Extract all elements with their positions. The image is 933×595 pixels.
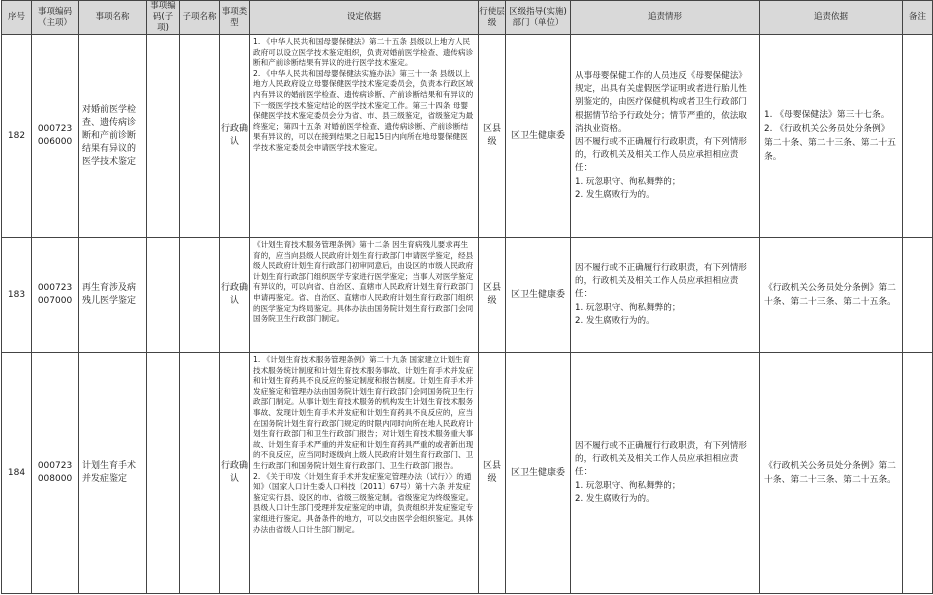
pursue-paragraph: 1. 玩忽职守、徇私舞弊的；: [575, 480, 681, 491]
pursue-paragraph: 2. 发生腐败行为的。: [575, 493, 655, 504]
pursue-paragraph: 1. 玩忽职守、徇私舞弊的；: [575, 302, 681, 313]
header-level: 行使层级: [479, 1, 506, 35]
row-pursue: [571, 353, 760, 594]
pursue-paragraph: 1. 玩忽职守、徇私舞弊的；: [575, 176, 681, 187]
code-part-a: 000723: [37, 283, 73, 293]
pursue-paragraph: 因不履行或不正确履行行政职责，有下列情形的，行政机关及相关工作人员应承担相应责任：: [575, 440, 747, 478]
row-pursue: [571, 238, 760, 353]
table-row: [2, 238, 933, 353]
row-dept: 区卫生健康委: [506, 353, 571, 594]
row-remark: [903, 35, 933, 238]
basis-paragraph: 2. 《中华人民共和国母婴保健法实施办法》第三十一条 县级以上地方人民政府设立母婴保健医学技术鉴定委员会，负责本行政区域内有异议的婚前医学检查、遗传病诊断、产前诊断结果和有异议的下一级医学技术鉴定结论的医学技术鉴定工作。第三十四条 母婴保健医学技术鉴定委员会分为省、市、县三级鉴定，省级鉴定为最终鉴定；第四十五条 对婚前医学检查、遗传病诊断、产前诊断结果有异议的，可以在接到结果之日起15日内向所在地母婴保健医学技术鉴定委员会申请医学技术鉴定。: [253, 68, 474, 152]
header-dept: 区级指导(实施)部门（单位）: [506, 1, 571, 35]
row-main-code: [32, 353, 79, 594]
row-sub-code: [147, 238, 180, 353]
row-item-name: 再生育涉及病残儿医学鉴定: [79, 238, 147, 353]
row-basis: [250, 35, 479, 238]
row-type: 行政确认: [220, 238, 250, 353]
header-pursue: 追责情形: [571, 1, 760, 35]
header-basis: 设定依据: [250, 1, 479, 35]
row-level: 区县级: [479, 353, 506, 594]
row-pursue: [571, 35, 760, 238]
row-sub-name: [180, 238, 220, 353]
row-remark: [903, 238, 933, 353]
pursue-basis-paragraph: 《行政机关公务员处分条例》第二十条、第二十三条、第二十五条。: [764, 283, 896, 307]
row-basis: [250, 353, 479, 594]
row-level: 区县级: [479, 238, 506, 353]
pursue-paragraph: 2. 发生腐败行为的。: [575, 315, 655, 326]
row-remark: [903, 353, 933, 594]
pursue-paragraph: 因不履行或不正确履行行政职责，有下列情形的，行政机关及相关工作人员应承担相应责任：: [575, 262, 747, 300]
row-main-code: [32, 238, 79, 353]
row-basis: [250, 238, 479, 353]
row-seq: 183: [2, 238, 32, 353]
code-part-b: 007000: [37, 296, 73, 306]
header-name: 事项名称: [79, 1, 147, 35]
row-type: 行政确认: [220, 35, 250, 238]
row-type: 行政确认: [220, 353, 250, 594]
row-sub-code: [147, 353, 180, 594]
pursue-paragraph: 从事母婴保健工作的人员违反《母婴保健法》规定，出具有关虚假医学证明或者进行胎儿性别鉴定的，由医疗保健机构或者卫生行政部门根据情节给予行政处分；情节严重的，依法取消执业资格。: [575, 70, 747, 134]
code-part-a: 000723: [37, 461, 73, 471]
row-item-name: 对婚前医学检查、遗传病诊断和产前诊断结果有异议的医学技术鉴定: [79, 35, 147, 238]
row-dept: 区卫生健康委: [506, 238, 571, 353]
header-type: 事项类型: [220, 1, 250, 35]
row-main-code: [32, 35, 79, 238]
row-pursue-basis: [760, 353, 903, 594]
basis-paragraph: 2. 《关于印发〈计划生育手术并发症鉴定管理办法（试行）〉的通知》（国家人口计生委人口科技〔2011〕67号）第十六条 并发症鉴定实行县、设区的市、省级三级鉴定制。省级鉴定为终级鉴定。县级人口计生部门受理并发症鉴定的申请，负责组织并发症鉴定专家组进行鉴定。具备条件的地方，可以交由医学会组织鉴定。具体办法由省级人口计生部门制定。: [253, 471, 474, 534]
table-row: [2, 353, 933, 594]
header-row: [2, 1, 933, 35]
header-sub-code: 事项编码(子项): [147, 1, 180, 35]
row-pursue-basis: [760, 35, 903, 238]
pursue-basis-paragraph: 《行政机关公务员处分条例》第二十条、第二十三条、第二十五条。: [764, 461, 896, 485]
header-main-code: 事项编码（主项）: [32, 1, 79, 35]
pursue-basis-paragraph: 2. 《行政机关公务员处分条例》第二十条、第二十三条、第二十五条。: [764, 124, 896, 162]
basis-paragraph: 1. 《中华人民共和国母婴保健法》第二十五条 县级以上地方人民政府可以设立医学技术鉴定组织，负责对婚前医学检查、遗传病诊断和产前诊断结果有异议的进行医学技术鉴定。: [253, 37, 474, 68]
row-sub-code: [147, 35, 180, 238]
header-remark: 备注: [903, 1, 933, 35]
header-seq: 序号: [2, 1, 32, 35]
code-part-a: 000723: [37, 124, 73, 134]
pursue-basis-paragraph: 1. 《母婴保健法》第三十七条。: [764, 110, 890, 120]
table-row: [2, 35, 933, 238]
pursue-paragraph: 因不履行或不正确履行行政职责，有下列情形的，行政机关及相关工作人员应承担相应责任：: [575, 137, 747, 174]
pursue-paragraph: 2. 发生腐败行为的。: [575, 189, 655, 200]
header-sub-name: 子项名称: [180, 1, 220, 35]
row-sub-name: [180, 35, 220, 238]
row-seq: 182: [2, 35, 32, 238]
row-item-name: 计划生育手术并发症鉴定: [79, 353, 147, 594]
row-seq: 184: [2, 353, 32, 594]
row-dept: 区卫生健康委: [506, 35, 571, 238]
code-part-b: 008000: [37, 474, 73, 484]
row-level: 区县级: [479, 35, 506, 238]
row-pursue-basis: [760, 238, 903, 353]
authority-table: [1, 0, 933, 594]
basis-paragraph: 1. 《计划生育技术服务管理条例》第二十九条 国家建立计划生育技术服务统计制度和计划生育技术服务事故、计划生育手术并发症和计划生育药具不良反应的鉴定制度和报告制度。计划生育手术并发症鉴定和管理办法由国务院计划生育行政部门会同国务院卫生行政部门制定。从事计划生育技术服务的机构发生计划生育技术服务事故、发现计划生育手术并发症和计划生育药具不良反应的，应当在国务院计划生育行政部门规定的时限内同时向所在地人民政府计划生育行政部门和卫生行政部门报告；对计划生育技术服务重大事故、计划生育手术严重的并发症和计划生育药具严重的或者新出现的不良反应，应当同时逐级向上级人民政府计划生育行政部门、卫生行政部门和国务院计划生育行政部门、卫生行政部门报告。: [253, 355, 474, 470]
basis-paragraph: 《计划生育技术服务管理条例》第十二条 因生育病残儿要求再生育的，应当向县级人民政府计划生育行政部门申请医学鉴定，经县级人民政府计划生育行政部门初审同意后，由设区的市级人民政府计划生育行政部门组织医学专家进行医学鉴定；当事人对医学鉴定有异议的，可以向省、自治区、直辖市人民政府计划生育行政部门申请再鉴定。省、自治区、直辖市人民政府计划生育行政部门组织的医学鉴定为终局鉴定。具体办法由国务院计划生育行政部门会同国务院卫生行政部门制定。: [253, 240, 474, 324]
row-sub-name: [180, 353, 220, 594]
code-part-b: 006000: [37, 137, 73, 147]
header-pursue-basis: 追责依据: [760, 1, 903, 35]
